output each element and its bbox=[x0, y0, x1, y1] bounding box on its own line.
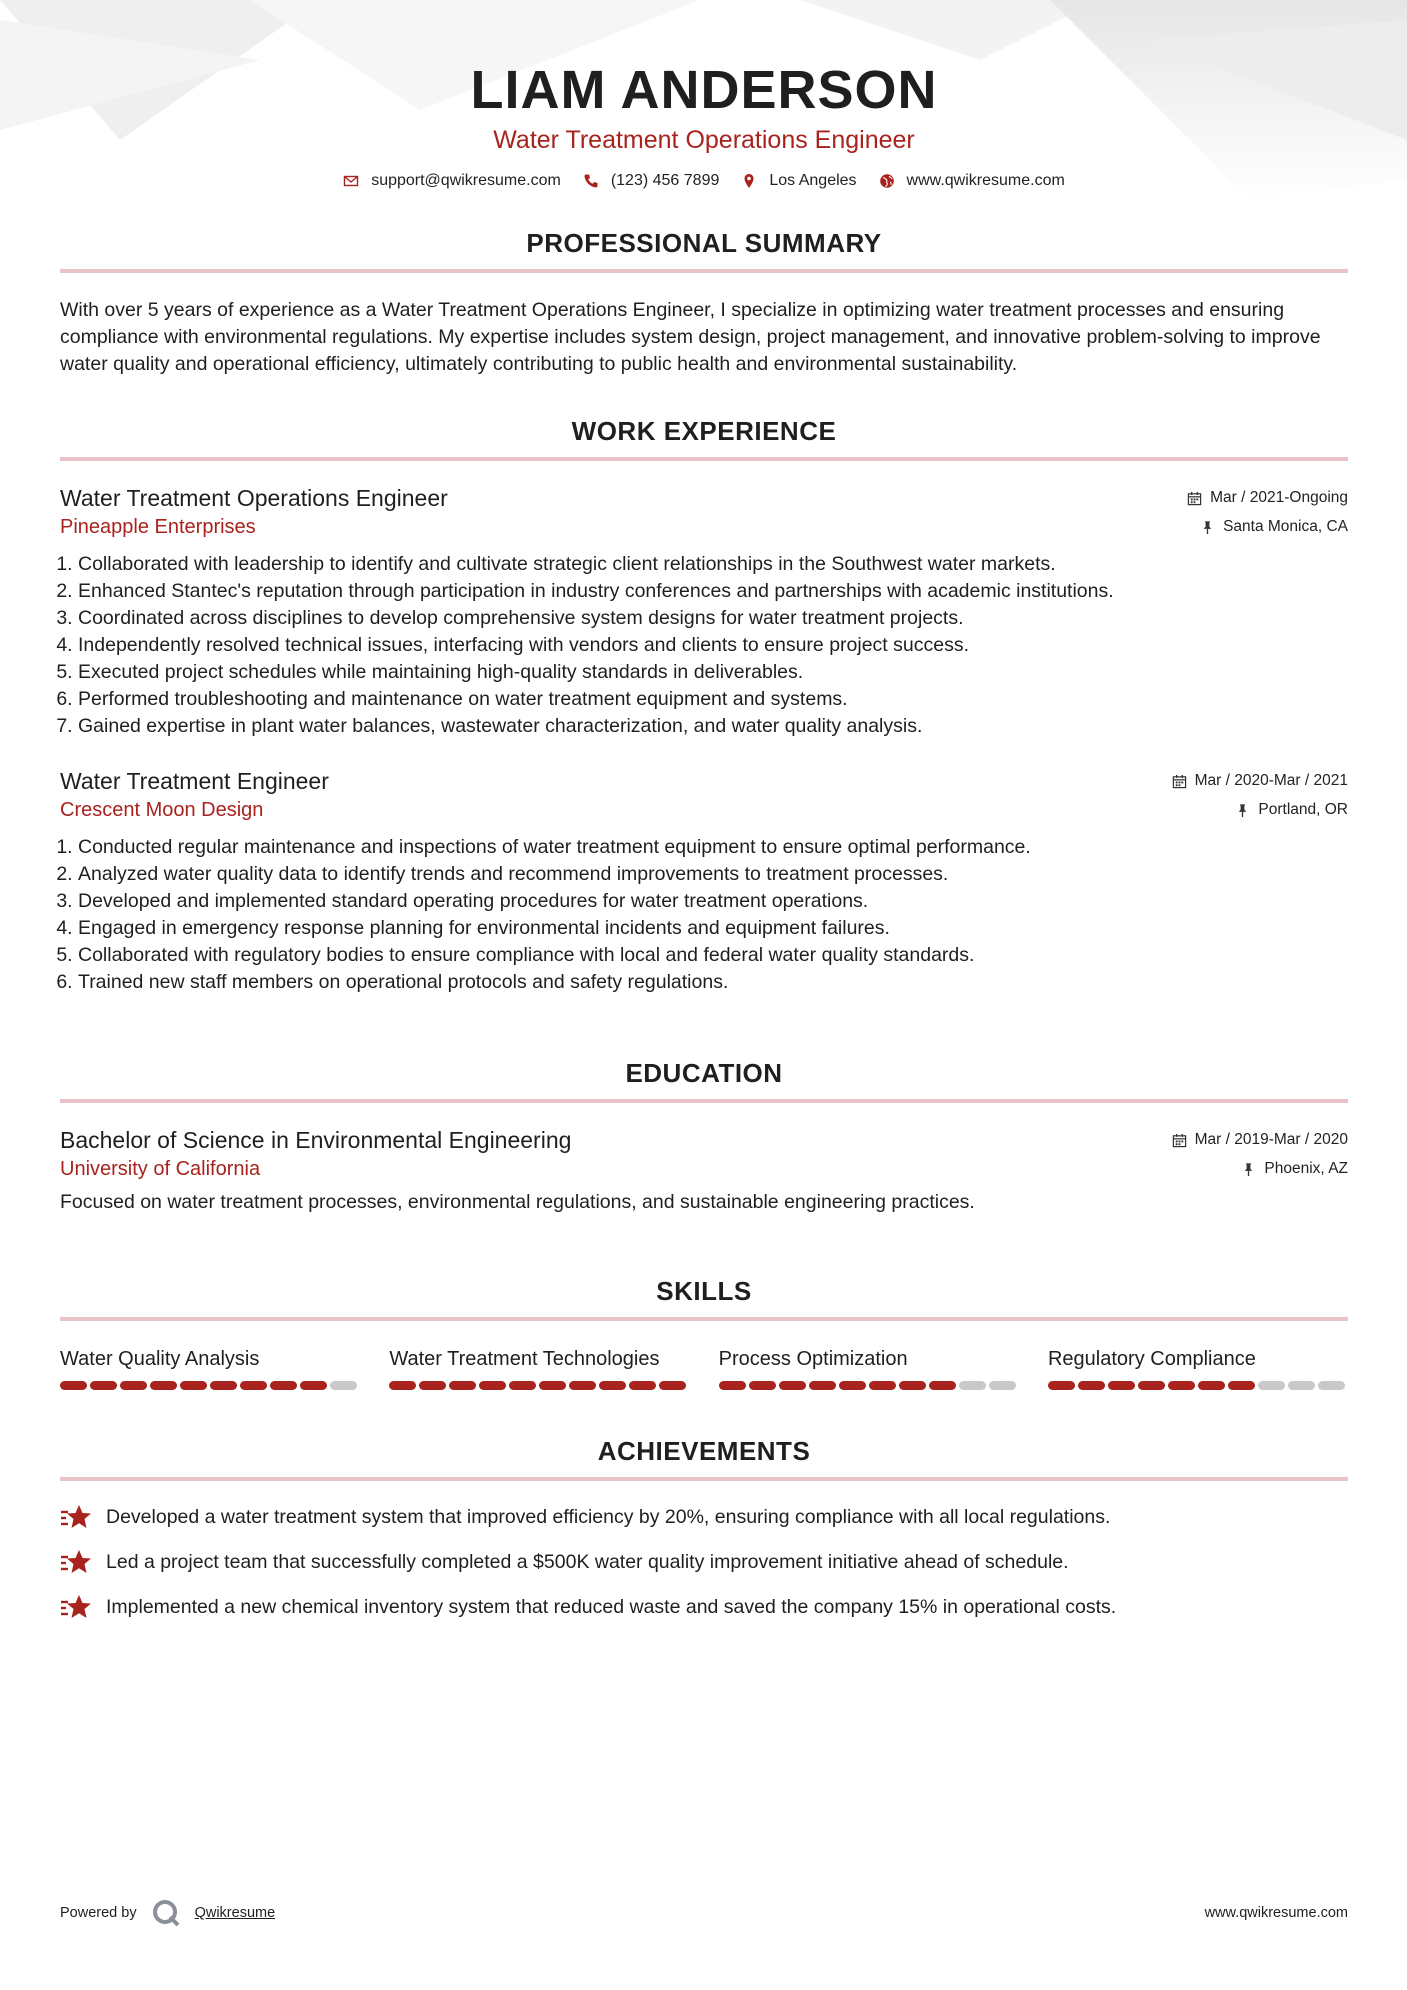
achievement-text: Developed a water treatment system that improved efficiency by 20%, ensuring compliance with all local regulations. bbox=[106, 1506, 1111, 1528]
skill-segment-filled bbox=[389, 1381, 416, 1390]
job-location bbox=[1235, 801, 1348, 819]
skill-name: Water Quality Analysis bbox=[60, 1348, 260, 1370]
calendar-icon bbox=[1172, 774, 1187, 789]
skill-segment-filled bbox=[1078, 1381, 1105, 1390]
skill-segment-filled bbox=[599, 1381, 626, 1390]
job-bullet: 3. Developed and implemented standard operating procedures for water treatment operations. bbox=[78, 888, 1348, 915]
job-company: Crescent Moon Design bbox=[60, 799, 264, 821]
skill-item bbox=[60, 1345, 360, 1390]
job-bullet: 6. Performed troubleshooting and maintenance on water treatment equipment and systems. bbox=[78, 686, 1348, 713]
skill-segment-filled bbox=[1138, 1381, 1165, 1390]
skill-item bbox=[389, 1345, 689, 1390]
skill-segment-filled bbox=[1048, 1381, 1075, 1390]
skill-segment-empty bbox=[1318, 1381, 1345, 1390]
job-title: Water Treatment Engineer bbox=[60, 768, 329, 794]
map-pin-icon bbox=[741, 173, 757, 189]
globe-icon bbox=[879, 173, 895, 189]
skill-segment-filled bbox=[1108, 1381, 1135, 1390]
pushpin-icon bbox=[1241, 1162, 1256, 1177]
skill-item bbox=[1048, 1345, 1348, 1390]
candidate-name: LIAM ANDERSON bbox=[470, 60, 938, 120]
star-badge-icon bbox=[60, 1548, 92, 1576]
job-bullet: 7. Gained expertise in plant water balances, wastewater characterization, and water quality analysis. bbox=[78, 713, 1348, 740]
skill-rating-bar bbox=[719, 1381, 1019, 1390]
contact-email[interactable] bbox=[343, 172, 561, 190]
calendar-icon bbox=[1172, 1133, 1187, 1148]
achievement-text: Implemented a new chemical inventory system that reduced waste and saved the company 15% in operational costs. bbox=[106, 1596, 1117, 1618]
experience-title: WORK EXPERIENCE bbox=[60, 416, 1348, 461]
skill-segment-filled bbox=[779, 1381, 806, 1390]
achievement-item bbox=[60, 1593, 1348, 1621]
job-bullet: 1. Collaborated with leadership to identify and cultivate strategic client relationships in the Southwest water markets. bbox=[78, 551, 1348, 578]
job-bullet: 2. Enhanced Stantec's reputation through participation in industry conferences and partnerships with academic institutions. bbox=[78, 578, 1348, 605]
job-bullet: 1. Conducted regular maintenance and inspections of water treatment equipment to ensure optimal performance. bbox=[78, 834, 1348, 861]
skill-segment-filled bbox=[1198, 1381, 1225, 1390]
experience-section bbox=[60, 416, 1348, 996]
footer-website[interactable]: www.qwikresume.com bbox=[1204, 1905, 1348, 1921]
skill-segment-empty bbox=[1258, 1381, 1285, 1390]
achievement-text: Led a project team that successfully completed a $500K water quality improvement initiative ahead of schedule. bbox=[106, 1551, 1069, 1573]
skill-segment-empty bbox=[989, 1381, 1016, 1390]
contact-email-text: support@qwikresume.com bbox=[371, 172, 561, 189]
skills-title: SKILLS bbox=[60, 1276, 1348, 1321]
resume-header bbox=[60, 0, 1348, 190]
achievements-title: ACHIEVEMENTS bbox=[60, 1436, 1348, 1481]
achievement-item bbox=[60, 1503, 1348, 1531]
summary-section bbox=[60, 228, 1348, 378]
skill-segment-filled bbox=[569, 1381, 596, 1390]
skill-segment-filled bbox=[449, 1381, 476, 1390]
education-dates-text: Mar / 2019-Mar / 2020 bbox=[1194, 1131, 1348, 1148]
skills-section bbox=[60, 1276, 1348, 1390]
job-title: Water Treatment Operations Engineer bbox=[60, 485, 448, 511]
calendar-icon bbox=[1187, 491, 1202, 506]
job-bullets bbox=[60, 834, 1348, 996]
phone-icon bbox=[583, 173, 599, 189]
job-dates bbox=[1187, 489, 1348, 507]
job-location-text: Portland, OR bbox=[1258, 801, 1348, 818]
job-bullets bbox=[60, 551, 1348, 740]
skill-segment-empty bbox=[959, 1381, 986, 1390]
powered-by-label: Powered by bbox=[60, 1905, 137, 1921]
skill-segment-filled bbox=[869, 1381, 896, 1390]
job-entry bbox=[60, 766, 1348, 996]
skill-item bbox=[719, 1345, 1019, 1390]
candidate-role: Water Treatment Operations Engineer bbox=[493, 126, 915, 154]
education-location bbox=[1241, 1160, 1348, 1178]
skill-name: Regulatory Compliance bbox=[1047, 1348, 1256, 1370]
skill-name: Water Treatment Technologies bbox=[389, 1348, 660, 1370]
star-badge-icon bbox=[60, 1503, 92, 1531]
job-bullet: 4. Independently resolved technical issues, interfacing with vendors and clients to ensure project success. bbox=[78, 632, 1348, 659]
skill-rating-bar bbox=[1048, 1381, 1348, 1390]
contact-row bbox=[60, 172, 1348, 190]
education-section bbox=[60, 1058, 1348, 1216]
envelope-icon bbox=[343, 173, 359, 189]
pushpin-icon bbox=[1235, 803, 1250, 818]
skill-segment-filled bbox=[1228, 1381, 1255, 1390]
skill-segment-filled bbox=[509, 1381, 536, 1390]
skill-segment-filled bbox=[90, 1381, 117, 1390]
powered-by bbox=[60, 1898, 275, 1928]
summary-title: PROFESSIONAL SUMMARY bbox=[60, 228, 1348, 273]
skill-segment-filled bbox=[479, 1381, 506, 1390]
skill-segment-filled bbox=[60, 1381, 87, 1390]
contact-phone-text: (123) 456 7899 bbox=[610, 172, 720, 189]
skill-segment-filled bbox=[749, 1381, 776, 1390]
job-entry bbox=[60, 483, 1348, 740]
job-dates-text: Mar / 2021-Ongoing bbox=[1210, 489, 1348, 506]
skill-segment-filled bbox=[150, 1381, 177, 1390]
skill-rating-bar bbox=[389, 1381, 689, 1390]
contact-website[interactable] bbox=[879, 172, 1065, 190]
skill-segment-filled bbox=[719, 1381, 746, 1390]
job-bullet: 4. Engaged in emergency response planning for environmental incidents and equipment failures. bbox=[78, 915, 1348, 942]
job-dates bbox=[1172, 772, 1348, 790]
education-description: Focused on water treatment processes, environmental regulations, and sustainable engineering practices. bbox=[60, 1191, 975, 1213]
achievements-section bbox=[60, 1436, 1348, 1621]
skill-rating-bar bbox=[60, 1381, 360, 1390]
qwikresume-logo-icon bbox=[151, 1898, 181, 1928]
skill-segment-empty bbox=[1288, 1381, 1315, 1390]
contact-website-text: www.qwikresume.com bbox=[906, 172, 1065, 189]
job-dates-text: Mar / 2020-Mar / 2021 bbox=[1194, 772, 1348, 789]
skills-list bbox=[60, 1345, 1348, 1390]
job-location bbox=[1200, 518, 1348, 536]
skill-segment-filled bbox=[419, 1381, 446, 1390]
skill-segment-filled bbox=[120, 1381, 147, 1390]
achievement-item bbox=[60, 1548, 1348, 1576]
skill-segment-empty bbox=[330, 1381, 357, 1390]
job-bullet: 3. Coordinated across disciplines to develop comprehensive system designs for water treatment projects. bbox=[78, 605, 1348, 632]
contact-phone[interactable] bbox=[583, 172, 720, 190]
skill-segment-filled bbox=[539, 1381, 566, 1390]
job-bullet: 6. Trained new staff members on operational protocols and safety regulations. bbox=[78, 969, 1348, 996]
education-title: EDUCATION bbox=[60, 1058, 1348, 1103]
skill-name: Process Optimization bbox=[718, 1348, 908, 1370]
skill-segment-filled bbox=[270, 1381, 297, 1390]
achievements-list bbox=[60, 1503, 1348, 1621]
contact-location bbox=[741, 172, 856, 190]
resume-footer bbox=[60, 1898, 1348, 1928]
skill-segment-filled bbox=[1168, 1381, 1195, 1390]
skill-segment-filled bbox=[899, 1381, 926, 1390]
skill-segment-filled bbox=[839, 1381, 866, 1390]
skill-segment-filled bbox=[210, 1381, 237, 1390]
education-dates bbox=[1172, 1131, 1348, 1149]
job-bullet: 2. Analyzed water quality data to identify trends and recommend improvements to treatment processes. bbox=[78, 861, 1348, 888]
skill-segment-filled bbox=[809, 1381, 836, 1390]
contact-location-text: Los Angeles bbox=[769, 172, 857, 189]
star-badge-icon bbox=[60, 1593, 92, 1621]
job-company: Pineapple Enterprises bbox=[60, 516, 256, 538]
skill-segment-filled bbox=[180, 1381, 207, 1390]
job-bullet: 5. Executed project schedules while maintaining high-quality standards in deliverables. bbox=[78, 659, 1348, 686]
skill-segment-filled bbox=[929, 1381, 956, 1390]
skill-segment-filled bbox=[240, 1381, 267, 1390]
resume-page bbox=[60, 0, 1348, 1638]
education-entry bbox=[60, 1125, 1348, 1216]
education-location-text: Phoenix, AZ bbox=[1264, 1160, 1348, 1177]
degree-title: Bachelor of Science in Environmental Engineering bbox=[60, 1127, 572, 1153]
summary-text: With over 5 years of experience as a Water Treatment Operations Engineer, I specialize in optimizing water treatment processes and ensuring compliance with environmental regulations. My expertise includes system design, project management, and innovative problem-solving to improve water quality and operational efficiency, ultimately contributing to public health and environmental sustainability. bbox=[60, 299, 1321, 375]
job-bullet: 5. Collaborated with regulatory bodies to ensure compliance with local and federal water quality standards. bbox=[78, 942, 1348, 969]
pushpin-icon bbox=[1200, 520, 1215, 535]
qwikresume-link[interactable]: Qwikresume bbox=[194, 1905, 276, 1921]
skill-segment-filled bbox=[629, 1381, 656, 1390]
job-location-text: Santa Monica, CA bbox=[1223, 518, 1348, 535]
skill-segment-filled bbox=[659, 1381, 686, 1390]
skill-segment-filled bbox=[300, 1381, 327, 1390]
school-name: University of California bbox=[60, 1158, 261, 1180]
